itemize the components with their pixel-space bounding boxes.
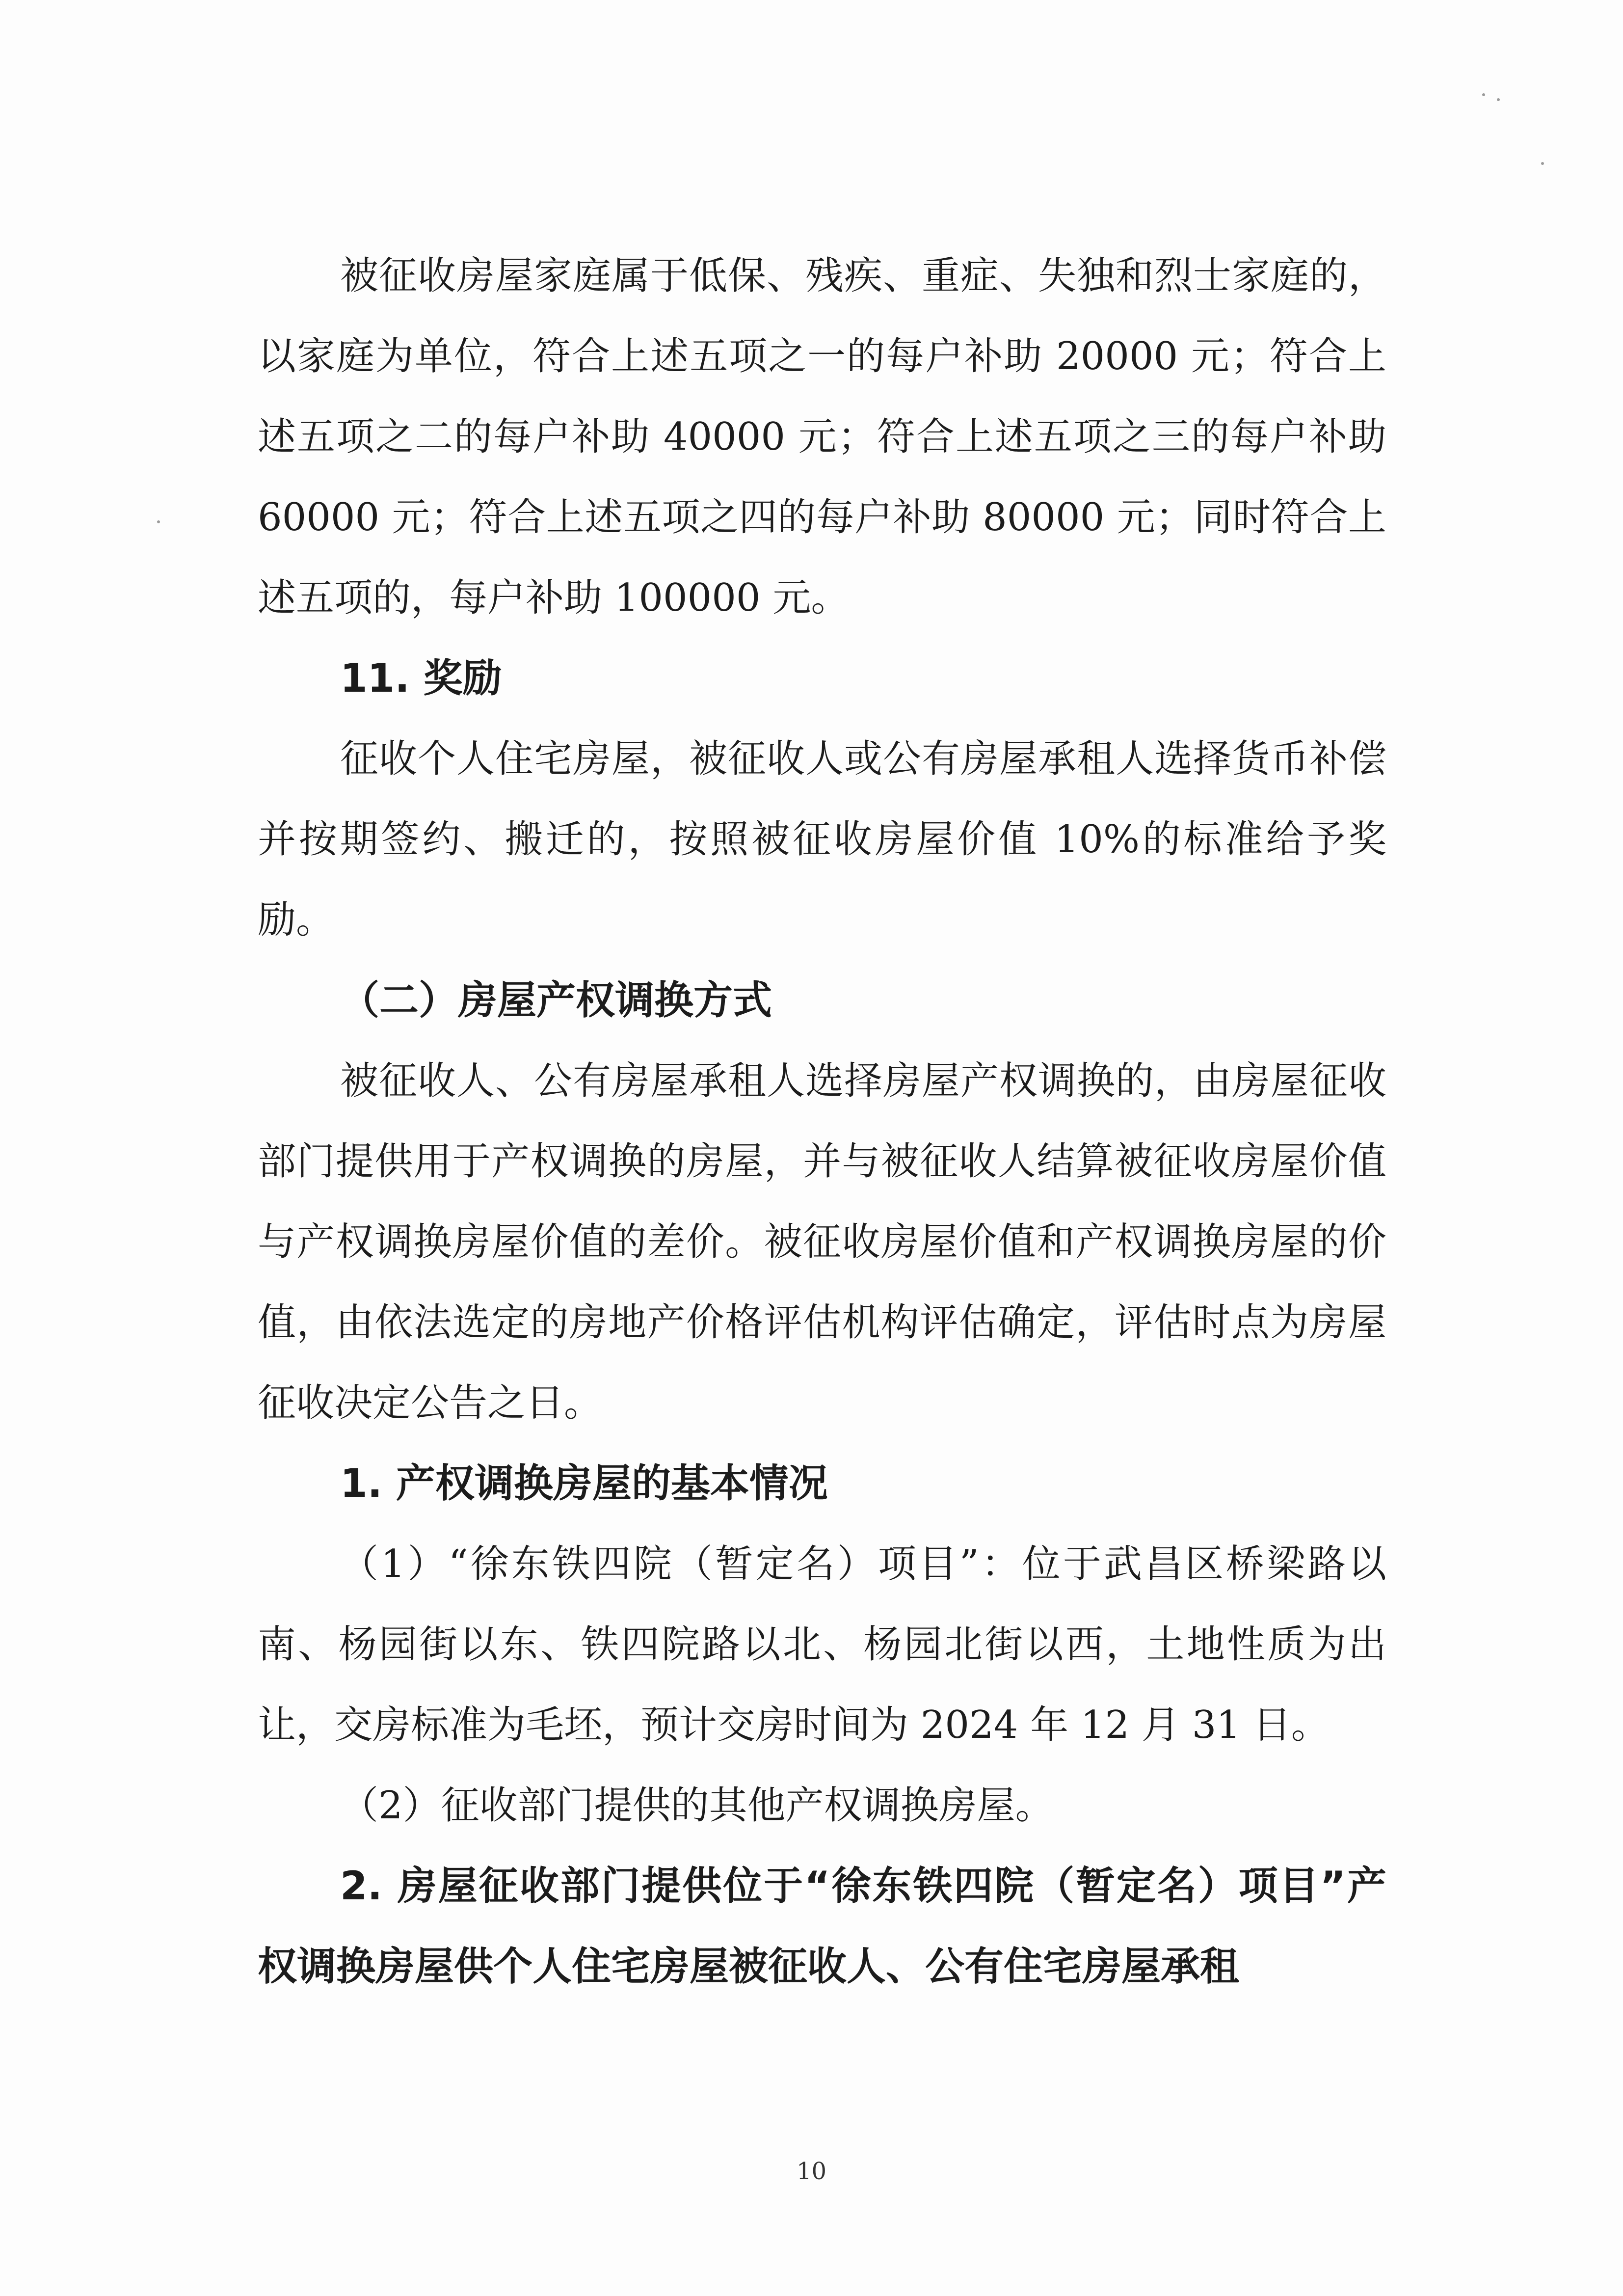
paragraph-subsidy: 被征收房屋家庭属于低保、残疾、重症、失独和烈士家庭的，以家庭为单位，符合上述五项之一的每户补助 20000 元；符合上述五项之二的每户补助 40000 元；符合上述五项之三的每户补助 60000 元；符合上述五项之四的每户补助 80000 元；同时符合上述五项的，每户补助 100000 元。 (258, 254, 1386, 620)
scan-speck (1541, 162, 1544, 165)
heading-exchange-housing-provision: 2. 房屋征收部门提供位于“徐东铁四院（暂定名）项目”产权调换房屋供个人住宅房屋被征收人、公有住宅房屋承租 (258, 1863, 1386, 1989)
heading-reward: 11. 奖励 (340, 655, 502, 701)
page-number: 10 (796, 2158, 827, 2185)
document-body (258, 236, 1386, 2007)
paragraph-property-exchange: 被征收人、公有房屋承租人选择房屋产权调换的，由房屋征收部门提供用于产权调换的房屋，并与被征收人结算被征收房屋价值与产权调换房屋价值的差价。被征收房屋价值和产权调换房屋的价值，由依法选定的房地产价格评估机构评估确定，评估时点为房屋征收决定公告之日。 (258, 1059, 1386, 1425)
paragraph-project-two: （2）征收部门提供的其他产权调换房屋。 (340, 1783, 1054, 1828)
scan-speck (1482, 93, 1485, 96)
scan-speck (157, 520, 160, 523)
paragraph-reward: 征收个人住宅房屋，被征收人或公有房屋承租人选择货币补偿并按期签约、搬迁的，按照被征收房屋价值 10%的标准给予奖励。 (258, 737, 1386, 942)
heading-exchange-housing-basics: 1. 产权调换房屋的基本情况 (340, 1460, 828, 1506)
scan-speck (1497, 98, 1500, 101)
paragraph-project-one: （1）“徐东铁四院（暂定名）项目”：位于武昌区桥梁路以南、杨园街以东、铁四院路以北、杨园北街以西，土地性质为出让，交房标准为毛坯，预计交房时间为 2024 年 12 月 31 日。 (258, 1542, 1386, 1747)
heading-property-exchange: （二）房屋产权调换方式 (340, 977, 772, 1023)
